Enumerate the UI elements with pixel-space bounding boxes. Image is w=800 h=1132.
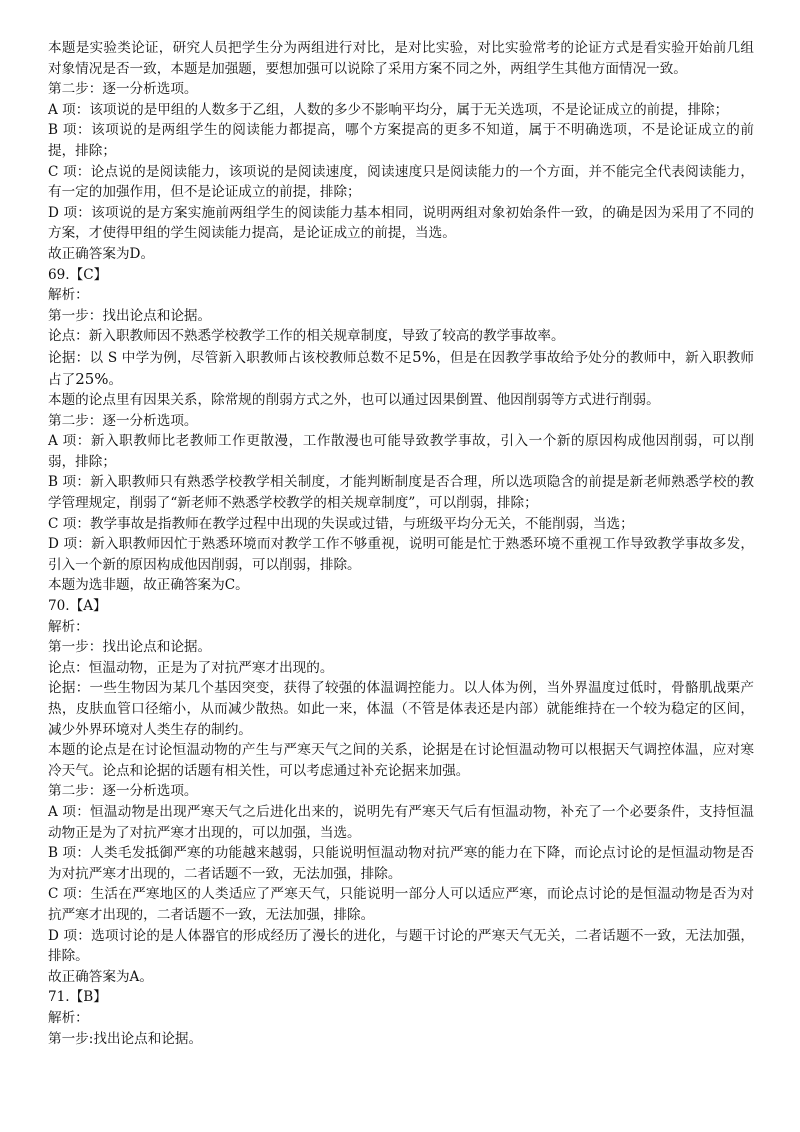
answer-line: 故正确答案为A。 bbox=[48, 968, 153, 985]
percentage-value: 5% bbox=[412, 347, 436, 366]
paragraph: 第一步：找出论点和论据。 bbox=[48, 307, 212, 324]
analysis-label: 解析： bbox=[48, 1009, 89, 1026]
paragraph: A 项：恒温动物是出现严寒天气之后进化出来的，说明先有严寒天气后有恒温动物，补充了一个必要条件，支持恒温动物正是为了对抗严寒才出现的，可以加强，当选。 bbox=[48, 803, 754, 841]
paragraph: C 项：教学事故是指教师在教学过程中出现的失误或过错，与班级平均分无关，不能削弱，当选； bbox=[48, 515, 634, 532]
question-number: 71.【B】 bbox=[48, 989, 107, 1006]
paragraph: 第一步：找出论点和论据。 bbox=[48, 639, 212, 656]
paragraph: 第二步：逐一分析选项。 bbox=[48, 412, 198, 429]
paragraph: A 项：新入职教师比老教师工作更散漫，工作散漫也可能导致教学事故，引入一个新的原因构成他因削弱，可以削弱，排除； bbox=[48, 433, 754, 470]
paragraph: 第二步：逐一分析选项。 bbox=[48, 783, 198, 800]
paragraph: B 项：人类毛发抵御严寒的功能越来越弱，只能说明恒温动物对抗严寒的能力在下降，而论点讨论的是恒温动物是否为对抗严寒才出现的，二者话题不一致，无法加强，排除。 bbox=[48, 845, 754, 882]
document-body bbox=[48, 38, 754, 1049]
paragraph: D 项：该项说的是方案实施前两组学生的阅读能力基本相同，说明两组对象初始条件一致，的确是因为采用了不同的方案，才使得甲组的学生阅读能力提高，是论证成立的前提，当选。 bbox=[48, 204, 754, 242]
paragraph: 论点：恒温动物，正是为了对抗严寒才出现的。 bbox=[48, 659, 334, 676]
paragraph: C 项：论点说的是阅读能力，该项说的是阅读速度，阅读速度只是阅读能力的一个方面，并不能完全代表阅读能力，有一定的加强作用，但不是论证成立的前提，排除； bbox=[48, 163, 754, 201]
answer-line: 本题为选非题，故正确答案为C。 bbox=[48, 577, 249, 594]
paragraph: B 项：新入职教师只有熟悉学校教学相关制度，才能判断制度是否合理，所以选项隐含的前提是新老师熟悉学校的教学管理规定，削弱了“新老师不熟悉学校教学的相关规章制度”，可以削弱，排除； bbox=[48, 474, 754, 512]
paragraph: D 项：新入职教师因忙于熟悉环境而对教学工作不够重视，说明可能是忙于熟悉环境不重视工作导致教学事故多发，引入一个新的原因构成他因削弱，可以削弱，排除。 bbox=[48, 536, 754, 573]
question-number: 69.【C】 bbox=[48, 266, 108, 283]
paragraph: 第二步：逐一分析选项。 bbox=[48, 81, 198, 98]
paragraph: A 项：该项说的是甲组的人数多于乙组，人数的多少不影响平均分，属于无关选项，不是论证成立的前提，排除； bbox=[48, 101, 729, 118]
percentage-value: 25% bbox=[75, 369, 109, 388]
paragraph: 论据：以 S 中学为例，尽管新入职教师占该校教师总数不足5%，但是在因教学事故给予处分的教师中，新入职教师占了25%。 bbox=[48, 347, 755, 388]
answer-line: 故正确答案为D。 bbox=[48, 245, 155, 262]
paragraph: 论据：一些生物因为某几个基因突变，获得了较强的体温调控能力。以人体为例，当外界温度过低时，骨骼肌战栗产热，皮肤血管口径缩小，从而减少散热。如此一来，体温（不管是体表还是内部）就能维持在一个较为稳定的区间，减少外界环境对人类生存的制约。 bbox=[48, 680, 754, 738]
paragraph: 第一步:找出论点和论据。 bbox=[48, 1030, 203, 1047]
paragraph: B 项：该项说的是两组学生的阅读能力都提高，哪个方案提高的更多不知道，属于不明确选项，不是论证成立的前提，排除； bbox=[48, 122, 754, 159]
analysis-label: 解析： bbox=[48, 287, 89, 304]
question-number: 70.【A】 bbox=[48, 598, 107, 615]
analysis-label: 解析： bbox=[48, 618, 89, 635]
paragraph: 本题的论点里有因果关系，除常规的削弱方式之外，也可以通过因果倒置、他因削弱等方式进行削弱。 bbox=[48, 392, 660, 409]
paragraph: 论点：新入职教师因不熟悉学校教学工作的相关规章制度，导致了较高的教学事故率。 bbox=[48, 328, 565, 345]
paragraph: C 项：生活在严寒地区的人类适应了严寒天气，只能说明一部分人可以适应严寒，而论点讨论的是恒温动物是否为对抗严寒才出现的，二者话题不一致，无法加强，排除。 bbox=[48, 886, 754, 923]
paragraph: 本题的论点是在讨论恒温动物的产生与严寒天气之间的关系，论据是在讨论恒温动物可以根据天气调控体温，应对寒冷天气。论点和论据的话题有相关性，可以考虑通过补充论据来加强。 bbox=[48, 742, 754, 779]
paragraph: 本题是实验类论证，研究人员把学生分为两组进行对比，是对比实验，对比实验常考的论证方式是看实验开始前几组对象情况是否一致，本题是加强题，要想加强可以说除了采用方案不同之外，两组学生其他方面情况一致。 bbox=[48, 40, 754, 77]
paragraph: D 项：选项讨论的是人体器官的形成经历了漫长的进化，与题干讨论的严寒天气无关，二者话题不一致，无法加强，排除。 bbox=[48, 927, 754, 965]
